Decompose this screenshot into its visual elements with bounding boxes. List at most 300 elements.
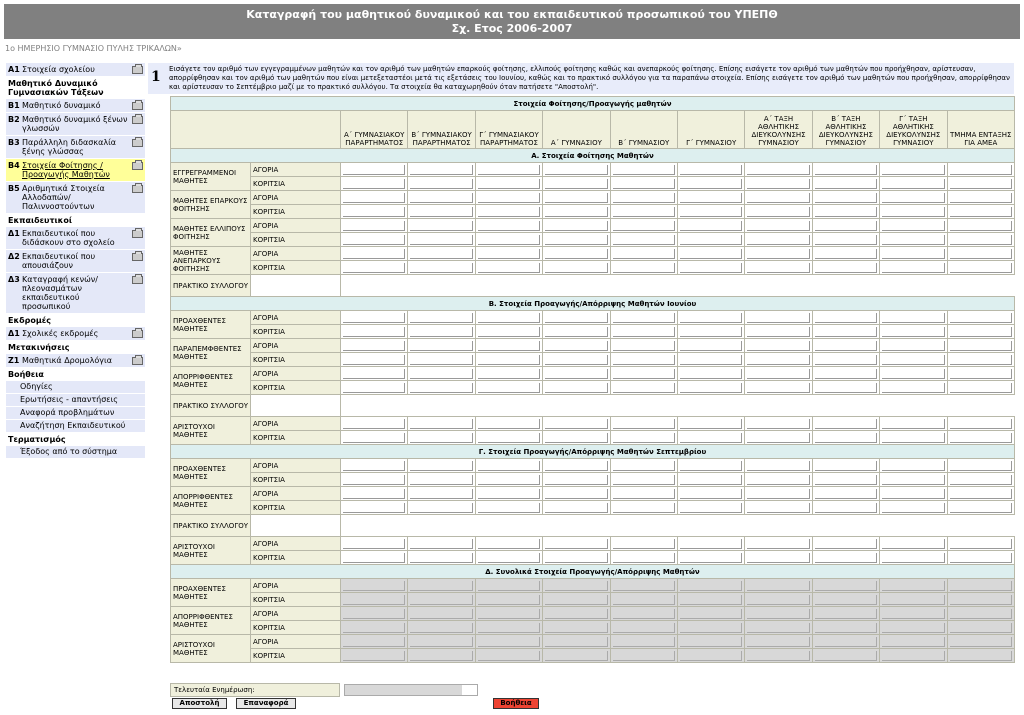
number-input[interactable]	[880, 205, 947, 219]
number-input[interactable]	[543, 247, 610, 261]
number-input[interactable]	[408, 219, 475, 233]
number-input[interactable]	[341, 501, 408, 515]
number-input[interactable]	[341, 417, 408, 431]
number-input[interactable]	[812, 247, 879, 261]
number-input[interactable]	[745, 247, 812, 261]
number-input[interactable]	[947, 219, 1014, 233]
number-input[interactable]	[610, 473, 677, 487]
number-input[interactable]	[947, 537, 1014, 551]
number-input[interactable]	[812, 353, 879, 367]
number-input[interactable]	[543, 381, 610, 395]
sidebar-item-label: Καταγραφή κενών/πλεονασμάτων εκπαιδευτικού προσωπικού	[22, 275, 98, 311]
number-input[interactable]	[341, 367, 408, 381]
number-input	[745, 593, 812, 607]
number-input[interactable]	[341, 261, 408, 275]
number-input[interactable]	[341, 247, 408, 261]
number-input[interactable]	[745, 205, 812, 219]
number-input[interactable]	[812, 537, 879, 551]
last-update-field	[344, 684, 478, 696]
number-input[interactable]	[543, 261, 610, 275]
number-input[interactable]	[408, 381, 475, 395]
number-input[interactable]	[475, 233, 542, 247]
number-input[interactable]	[812, 205, 879, 219]
sidebar-item[interactable]	[6, 354, 145, 368]
number-input[interactable]	[610, 205, 677, 219]
number-input[interactable]	[610, 487, 677, 501]
number-input[interactable]	[341, 353, 408, 367]
number-input	[408, 593, 475, 607]
folder-icon	[132, 253, 143, 261]
number-input[interactable]	[610, 537, 677, 551]
number-input[interactable]	[543, 501, 610, 515]
number-input[interactable]	[610, 219, 677, 233]
number-input[interactable]	[880, 473, 947, 487]
number-input[interactable]	[812, 219, 879, 233]
number-input[interactable]	[341, 459, 408, 473]
number-input[interactable]	[610, 417, 677, 431]
number-input[interactable]	[947, 325, 1014, 339]
number-input[interactable]	[543, 431, 610, 445]
sidebar-link[interactable]: Οδηγίες	[6, 381, 145, 394]
number-input[interactable]	[745, 233, 812, 247]
number-input[interactable]	[947, 417, 1014, 431]
number-input[interactable]	[610, 353, 677, 367]
number-input[interactable]	[408, 191, 475, 205]
number-input[interactable]	[341, 339, 408, 353]
number-input[interactable]	[341, 325, 408, 339]
header-corner	[171, 111, 341, 149]
number-input[interactable]	[880, 381, 947, 395]
sidebar-item[interactable]	[6, 227, 145, 250]
number-input[interactable]	[475, 177, 542, 191]
number-input[interactable]	[880, 431, 947, 445]
number-input	[880, 649, 947, 663]
number-input[interactable]	[812, 473, 879, 487]
number-input[interactable]	[947, 459, 1014, 473]
number-input[interactable]	[812, 431, 879, 445]
number-input[interactable]	[475, 501, 542, 515]
number-input[interactable]	[543, 177, 610, 191]
number-input[interactable]	[677, 501, 744, 515]
number-input[interactable]	[812, 339, 879, 353]
number-input[interactable]	[745, 177, 812, 191]
row-label: ΠΡΟΑΧΘΕΝΤΕΣ ΜΑΘΗΤΕΣ	[171, 579, 251, 607]
number-input[interactable]	[610, 339, 677, 353]
number-input[interactable]	[408, 177, 475, 191]
sidebar-item[interactable]	[6, 63, 145, 77]
number-input	[677, 607, 744, 621]
number-input	[745, 635, 812, 649]
sidebar-item-label: Στοιχεία Φοίτησης / Προαγωγής Μαθητών	[22, 161, 110, 179]
number-input[interactable]	[677, 205, 744, 219]
number-input[interactable]	[475, 487, 542, 501]
number-input[interactable]	[543, 551, 610, 565]
number-input[interactable]	[475, 191, 542, 205]
number-input[interactable]	[880, 261, 947, 275]
number-input[interactable]	[408, 325, 475, 339]
number-input	[610, 593, 677, 607]
number-input[interactable]	[745, 339, 812, 353]
number-input[interactable]	[677, 233, 744, 247]
number-input[interactable]	[475, 459, 542, 473]
number-input[interactable]	[475, 367, 542, 381]
number-input[interactable]	[543, 163, 610, 177]
number-input	[947, 607, 1014, 621]
number-input[interactable]	[745, 473, 812, 487]
number-input[interactable]	[475, 537, 542, 551]
number-input[interactable]	[745, 261, 812, 275]
number-input[interactable]	[947, 381, 1014, 395]
number-input	[341, 607, 408, 621]
row-label: ΑΡΙΣΤΟΥΧΟΙ ΜΑΘΗΤΕΣ	[171, 417, 251, 445]
sidebar-item[interactable]	[6, 99, 145, 113]
number-input[interactable]	[880, 325, 947, 339]
number-input[interactable]	[475, 205, 542, 219]
number-input[interactable]	[408, 163, 475, 177]
number-input[interactable]	[880, 501, 947, 515]
number-input[interactable]	[812, 163, 879, 177]
number-input[interactable]	[745, 431, 812, 445]
sidebar-item[interactable]	[6, 113, 145, 136]
number-input[interactable]	[880, 551, 947, 565]
number-input[interactable]	[812, 311, 879, 325]
number-input[interactable]	[543, 473, 610, 487]
number-input[interactable]	[880, 177, 947, 191]
number-input[interactable]	[880, 417, 947, 431]
column-header: Β΄ ΓΥΜΝΑΣΙΑΚΟΥ ΠΑΡΑΡΤΗΜΑΤΟΣ	[408, 111, 475, 149]
number-input[interactable]	[947, 551, 1014, 565]
number-input[interactable]	[677, 417, 744, 431]
sidebar-item-code: Δ1	[8, 229, 20, 238]
number-input[interactable]	[610, 551, 677, 565]
number-input[interactable]	[880, 163, 947, 177]
number-input[interactable]	[947, 473, 1014, 487]
number-input[interactable]	[745, 325, 812, 339]
number-input[interactable]	[745, 163, 812, 177]
number-input[interactable]	[947, 247, 1014, 261]
sidebar-item-code: Β2	[8, 115, 20, 124]
number-input[interactable]	[947, 233, 1014, 247]
number-input[interactable]	[341, 473, 408, 487]
folder-icon	[132, 357, 143, 365]
girls-label: ΚΟΡΙΤΣΙΑ	[251, 551, 341, 565]
number-input[interactable]	[408, 473, 475, 487]
boys-label: ΑΓΟΡΙΑ	[251, 367, 341, 381]
number-input[interactable]	[677, 163, 744, 177]
number-input[interactable]	[677, 177, 744, 191]
row-label: ΕΓΓΡΕΓΡΑΜΜΕΝΟΙ ΜΑΘΗΤΕΣ	[171, 163, 251, 191]
number-input[interactable]	[677, 459, 744, 473]
number-input[interactable]	[543, 459, 610, 473]
number-input[interactable]	[610, 233, 677, 247]
number-input[interactable]	[745, 219, 812, 233]
number-input[interactable]	[610, 247, 677, 261]
row-label: ΜΑΘΗΤΕΣ ΕΠΑΡΚΟΥΣ ΦΟΙΤΗΣΗΣ	[171, 191, 251, 219]
number-input[interactable]	[880, 537, 947, 551]
number-input	[341, 621, 408, 635]
number-input[interactable]	[543, 325, 610, 339]
row-label: ΠΡΟΑΧΘΕΝΤΕΣ ΜΑΘΗΤΕΣ	[171, 459, 251, 487]
number-input[interactable]	[812, 487, 879, 501]
number-input[interactable]	[677, 247, 744, 261]
number-input[interactable]	[947, 311, 1014, 325]
number-input[interactable]	[341, 205, 408, 219]
number-input[interactable]	[408, 417, 475, 431]
number-input	[610, 607, 677, 621]
boys-label: ΑΓΟΡΙΑ	[251, 311, 341, 325]
help-button[interactable]: Βοήθεια	[493, 698, 539, 709]
number-input	[610, 649, 677, 663]
number-input[interactable]	[812, 325, 879, 339]
number-input[interactable]	[341, 219, 408, 233]
number-input[interactable]	[408, 367, 475, 381]
column-header: Γ΄ ΓΥΜΝΑΣΙΑΚΟΥ ΠΑΡΑΡΤΗΜΑΤΟΣ	[475, 111, 542, 149]
sidebar-item[interactable]	[6, 273, 145, 314]
number-input[interactable]	[475, 311, 542, 325]
folder-icon	[132, 330, 143, 338]
number-input	[812, 607, 879, 621]
number-input[interactable]	[408, 233, 475, 247]
number-input[interactable]	[947, 191, 1014, 205]
number-input[interactable]	[610, 381, 677, 395]
number-input[interactable]	[543, 191, 610, 205]
boys-label: ΑΓΟΡΙΑ	[251, 417, 341, 431]
number-input[interactable]	[341, 381, 408, 395]
number-input[interactable]	[610, 325, 677, 339]
number-input[interactable]	[408, 311, 475, 325]
number-input[interactable]	[475, 325, 542, 339]
sidebar-nav	[6, 63, 145, 459]
number-input	[475, 649, 542, 663]
number-input	[408, 607, 475, 621]
number-input[interactable]	[745, 537, 812, 551]
sidebar-item[interactable]	[6, 250, 145, 273]
number-input[interactable]	[610, 501, 677, 515]
number-input	[408, 649, 475, 663]
reset-button[interactable]: Επαναφορά	[236, 698, 296, 709]
column-header: ΤΜΗΜΑ ΕΝΤΑΞΗΣ ΓΙΑ ΑΜΕΑ	[947, 111, 1014, 149]
number-input	[677, 621, 744, 635]
number-input[interactable]	[745, 417, 812, 431]
number-input[interactable]	[947, 501, 1014, 515]
number-input[interactable]	[745, 353, 812, 367]
number-input[interactable]	[745, 501, 812, 515]
number-input[interactable]	[341, 431, 408, 445]
number-input[interactable]	[812, 191, 879, 205]
sidebar-link[interactable]: Αναζήτηση Εκπαιδευτικού	[6, 420, 145, 433]
number-input[interactable]	[812, 233, 879, 247]
number-input[interactable]	[812, 261, 879, 275]
number-input[interactable]	[408, 431, 475, 445]
number-input[interactable]	[610, 459, 677, 473]
number-input[interactable]	[408, 537, 475, 551]
girls-label: ΚΟΡΙΤΣΙΑ	[251, 261, 341, 275]
number-input[interactable]	[745, 191, 812, 205]
number-input[interactable]	[408, 353, 475, 367]
number-input[interactable]	[341, 233, 408, 247]
number-input[interactable]	[880, 233, 947, 247]
number-input[interactable]	[677, 551, 744, 565]
number-input[interactable]	[543, 487, 610, 501]
number-input[interactable]	[880, 487, 947, 501]
number-input[interactable]	[408, 247, 475, 261]
number-input[interactable]	[880, 247, 947, 261]
number-input[interactable]	[677, 473, 744, 487]
sidebar-item[interactable]	[6, 182, 145, 214]
number-input[interactable]	[543, 311, 610, 325]
instructions-text: Εισάγετε τον αριθμό των εγγεγραμμένων μαθητών και τον αριθμό των μαθητών επαρκούς φοίτησης, ελλιπούς φοίτησης καθώς και ανεπαρκούς φοίτησης. Επίσης εισάγετε τον αριθμό των μαθητών που προήχθησαν, αρίστευσαν, απορρίφθησαν και τον αριθμό των μαθητών που είναι μετεξεταστέοι μετά τις εξετάσεις του Ιουνίου, καθώς και το πρακτικό συλλόγου για τα παραπάνω στοιχεία. Επίσης εισάγετε τον αριθμό των μαθητών που προήχθησαν, απορρίφθησαν και αρίστευσαν το Σεπτέμβριο μαζί με το πρακτικό συλλόγου. Τα στοιχεία θα καταχωρηθούν όταν πατήσετε "Αποστολή".	[169, 65, 1010, 91]
number-input[interactable]	[341, 487, 408, 501]
number-input[interactable]	[677, 353, 744, 367]
number-input[interactable]	[745, 367, 812, 381]
number-input[interactable]	[610, 311, 677, 325]
number-input[interactable]	[880, 339, 947, 353]
number-input	[947, 579, 1014, 593]
minutes-input[interactable]	[251, 275, 341, 297]
column-header: Γ΄ ΤΑΞΗ ΑΘΛΗΤΙΚΗΣ ΔΙΕΥΚΟΛΥΝΣΗΣ ΓΥΜΝΑΣΙΟΥ	[880, 111, 947, 149]
number-input[interactable]	[475, 417, 542, 431]
number-input[interactable]	[880, 311, 947, 325]
number-input[interactable]	[341, 551, 408, 565]
number-input[interactable]	[475, 431, 542, 445]
number-input[interactable]	[677, 431, 744, 445]
number-input[interactable]	[610, 191, 677, 205]
number-input[interactable]	[947, 163, 1014, 177]
number-input[interactable]	[745, 487, 812, 501]
number-input[interactable]	[677, 325, 744, 339]
number-input[interactable]	[812, 459, 879, 473]
number-input[interactable]	[408, 487, 475, 501]
sidebar-item[interactable]	[6, 327, 145, 341]
number-input[interactable]	[677, 311, 744, 325]
number-input[interactable]	[475, 247, 542, 261]
number-input[interactable]	[745, 381, 812, 395]
last-update-row	[170, 683, 478, 697]
number-input[interactable]	[408, 339, 475, 353]
boys-label: ΑΓΟΡΙΑ	[251, 579, 341, 593]
number-input[interactable]	[880, 459, 947, 473]
number-input[interactable]	[947, 205, 1014, 219]
number-input[interactable]	[610, 367, 677, 381]
girls-label: ΚΟΡΙΤΣΙΑ	[251, 649, 341, 663]
number-input[interactable]	[947, 339, 1014, 353]
number-input[interactable]	[677, 487, 744, 501]
number-input[interactable]	[812, 381, 879, 395]
number-input[interactable]	[475, 353, 542, 367]
number-input[interactable]	[543, 417, 610, 431]
number-input[interactable]	[341, 311, 408, 325]
number-input[interactable]	[880, 367, 947, 381]
breadcrumb[interactable]: 1ο ΗΜΕΡΗΣΙΟ ΓΥΜΝΑΣΙΟ ΠΥΛΗΣ ΤΡΙΚΑΛΩΝ»	[5, 44, 182, 53]
number-input[interactable]	[408, 551, 475, 565]
number-input[interactable]	[408, 501, 475, 515]
number-input[interactable]	[745, 311, 812, 325]
number-input[interactable]	[408, 261, 475, 275]
number-input[interactable]	[475, 381, 542, 395]
number-input[interactable]	[610, 163, 677, 177]
sidebar-link[interactable]: Ερωτήσεις - απαντήσεις	[6, 394, 145, 407]
send-button[interactable]: Αποστολή	[172, 698, 227, 709]
number-input[interactable]	[947, 353, 1014, 367]
sidebar-item[interactable]	[6, 136, 145, 159]
instructions-box	[148, 63, 1014, 94]
number-input[interactable]	[341, 191, 408, 205]
number-input[interactable]	[475, 219, 542, 233]
number-input[interactable]	[543, 205, 610, 219]
folder-icon	[132, 185, 143, 193]
number-input[interactable]	[812, 551, 879, 565]
number-input	[677, 593, 744, 607]
number-input	[677, 649, 744, 663]
minutes-input[interactable]	[251, 395, 341, 417]
number-input[interactable]	[677, 367, 744, 381]
number-input	[408, 635, 475, 649]
number-input[interactable]	[475, 339, 542, 353]
number-input[interactable]	[475, 473, 542, 487]
number-input[interactable]	[947, 431, 1014, 445]
number-input	[677, 635, 744, 649]
number-input[interactable]	[812, 417, 879, 431]
number-input[interactable]	[543, 233, 610, 247]
number-input	[543, 579, 610, 593]
number-input[interactable]	[543, 353, 610, 367]
number-input[interactable]	[812, 501, 879, 515]
number-input[interactable]	[880, 219, 947, 233]
minutes-input[interactable]	[251, 515, 341, 537]
number-input[interactable]	[677, 537, 744, 551]
number-input[interactable]	[677, 381, 744, 395]
sidebar-link[interactable]: Αναφορά προβλημάτων	[6, 407, 145, 420]
number-input[interactable]	[880, 191, 947, 205]
number-input[interactable]	[341, 163, 408, 177]
main-content	[148, 63, 1014, 94]
number-input[interactable]	[408, 459, 475, 473]
number-input[interactable]	[880, 353, 947, 367]
number-input[interactable]	[947, 177, 1014, 191]
number-input[interactable]	[408, 205, 475, 219]
number-input[interactable]	[812, 177, 879, 191]
number-input[interactable]	[341, 177, 408, 191]
number-input[interactable]	[745, 551, 812, 565]
number-input[interactable]	[543, 219, 610, 233]
sidebar-section-heading: Μαθητικό Δυναμικό Γυμνασιακών Τάξεων	[6, 77, 145, 99]
number-input[interactable]	[677, 261, 744, 275]
number-input[interactable]	[677, 191, 744, 205]
number-input[interactable]	[341, 537, 408, 551]
number-input[interactable]	[677, 219, 744, 233]
folder-icon	[132, 102, 143, 110]
sidebar-item[interactable]	[6, 159, 145, 182]
number-input[interactable]	[610, 261, 677, 275]
number-input[interactable]	[543, 339, 610, 353]
number-input[interactable]	[610, 177, 677, 191]
number-input[interactable]	[475, 163, 542, 177]
number-input[interactable]	[947, 261, 1014, 275]
section-title: Β. Στοιχεία Προαγωγής/Απόρριψης Μαθητών Ιουνίου	[171, 297, 1015, 311]
number-input[interactable]	[947, 367, 1014, 381]
number-input[interactable]	[812, 367, 879, 381]
number-input[interactable]	[475, 261, 542, 275]
number-input[interactable]	[947, 487, 1014, 501]
number-input[interactable]	[475, 551, 542, 565]
number-input[interactable]	[677, 339, 744, 353]
number-input[interactable]	[745, 459, 812, 473]
number-input[interactable]	[543, 537, 610, 551]
number-input[interactable]	[543, 367, 610, 381]
number-input[interactable]	[610, 431, 677, 445]
sidebar-link[interactable]: Έξοδος από το σύστημα	[6, 446, 145, 459]
number-input	[947, 593, 1014, 607]
